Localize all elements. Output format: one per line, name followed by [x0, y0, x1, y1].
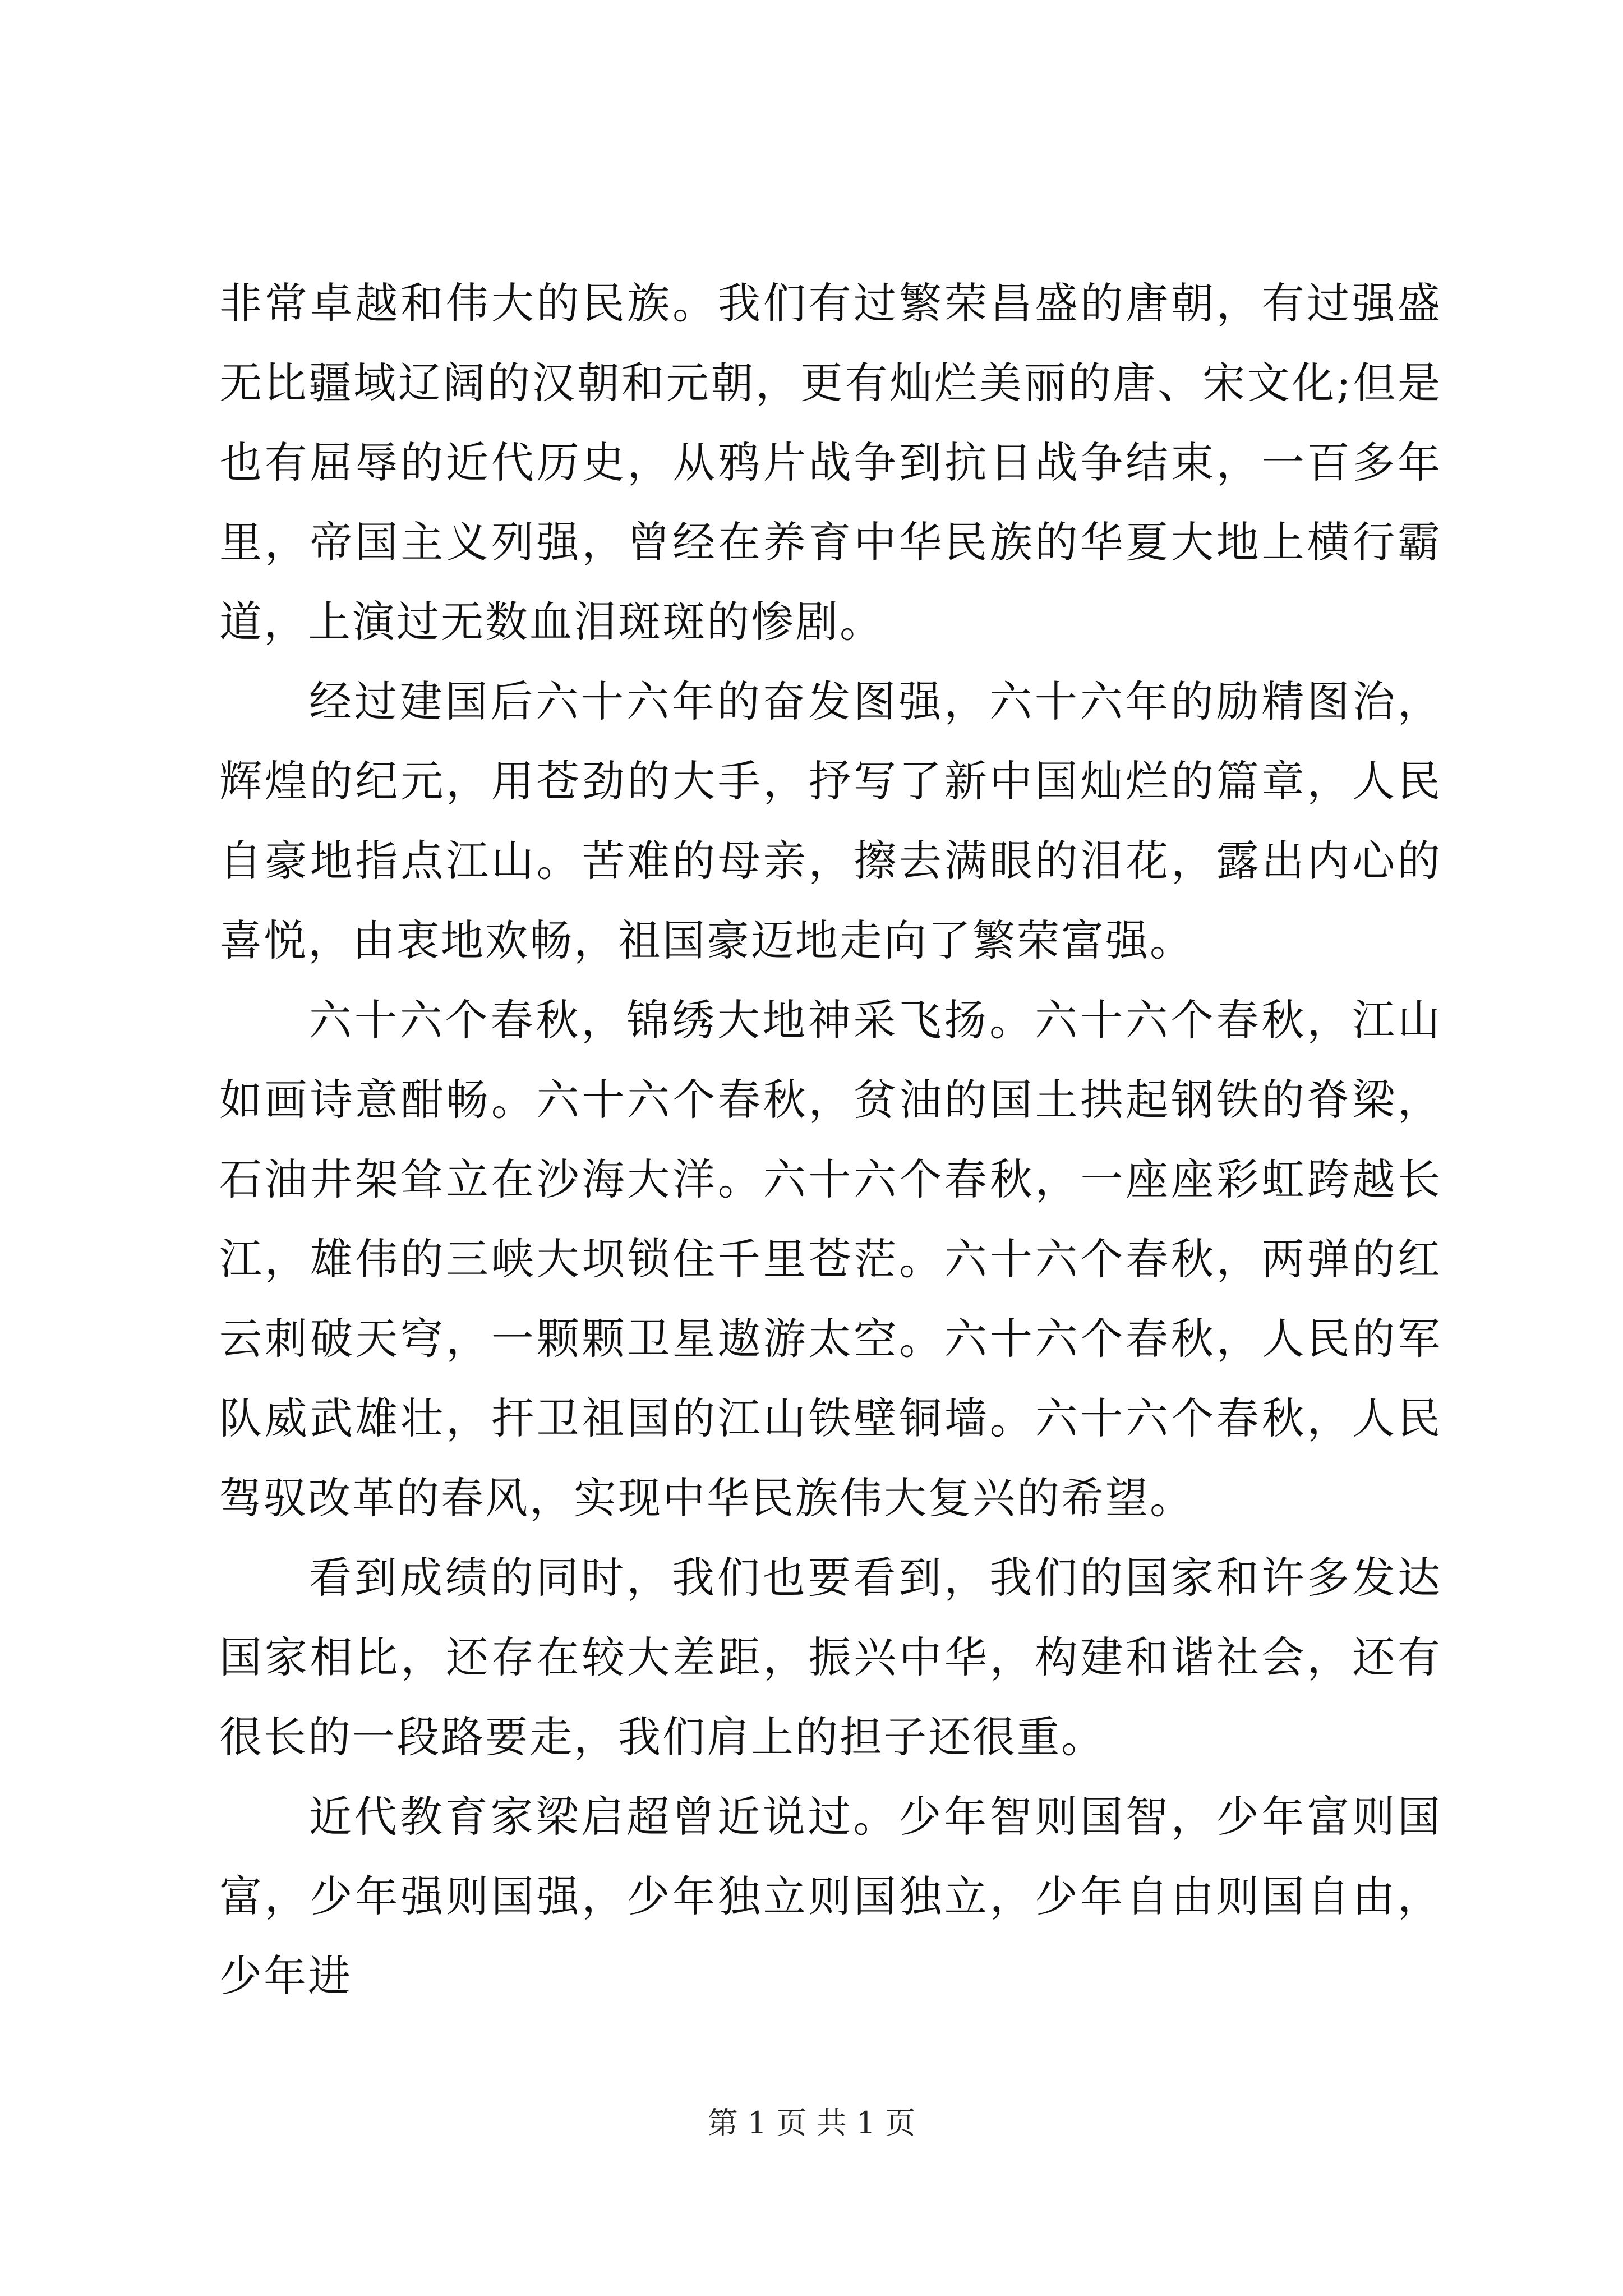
paragraph-3: 六十六个春秋，锦绣大地神采飞扬。六十六个春秋，江山如画诗意酣畅。六十六个春秋，贫油的国土拱起钢铁的脊梁，石油井架耸立在沙海大洋。六十六个春秋，一座座彩虹跨越长江，雄伟的三峡大坝锁住千里苍茫。六十六个春秋，两弹的红云刺破天穹，一颗颗卫星遨游太空。六十六个春秋，人民的军队威武雄壮，扞卫祖国的江山铁壁铜墙。六十六个春秋，人民驾驭改革的春风，实现中华民族伟大复兴的希望。	[219, 995, 1442, 1523]
paragraph-1: 非常卓越和伟大的民族。我们有过繁荣昌盛的唐朝，有过强盛无比疆域辽阔的汉朝和元朝，更有灿烂美丽的唐、宋文化;但是也有屈辱的近代历史，从鸦片战争到抗日战争结束，一百多年里，帝国主义列强，曾经在养育中华民族的华夏大地上横行霸道，上演过无数血泪斑斑的惨剧。	[219, 278, 1442, 647]
paragraph-2: 经过建国后六十六年的奋发图强，六十六年的励精图治，辉煌的纪元，用苍劲的大手，抒写了新中国灿烂的篇章，人民自豪地指点江山。苦难的母亲，擦去满眼的泪花，露出内心的喜悦，由衷地欢畅，祖国豪迈地走向了繁荣富强。	[219, 677, 1442, 965]
page-number-label: 第 1 页 共 1 页	[707, 2105, 916, 2141]
paragraph-5: 近代教育家梁启超曾近说过。少年智则国智，少年富则国富，少年强则国强，少年独立则国独立，少年自由则国自由，少年进	[219, 1792, 1442, 2001]
paragraph-4: 看到成绩的同时，我们也要看到，我们的国家和许多发达国家相比，还存在较大差距，振兴中华，构建和谐社会，还有很长的一段路要走，我们肩上的担子还很重。	[219, 1553, 1442, 1762]
page-footer	[0, 2104, 1623, 2143]
document-body	[219, 264, 1442, 2016]
